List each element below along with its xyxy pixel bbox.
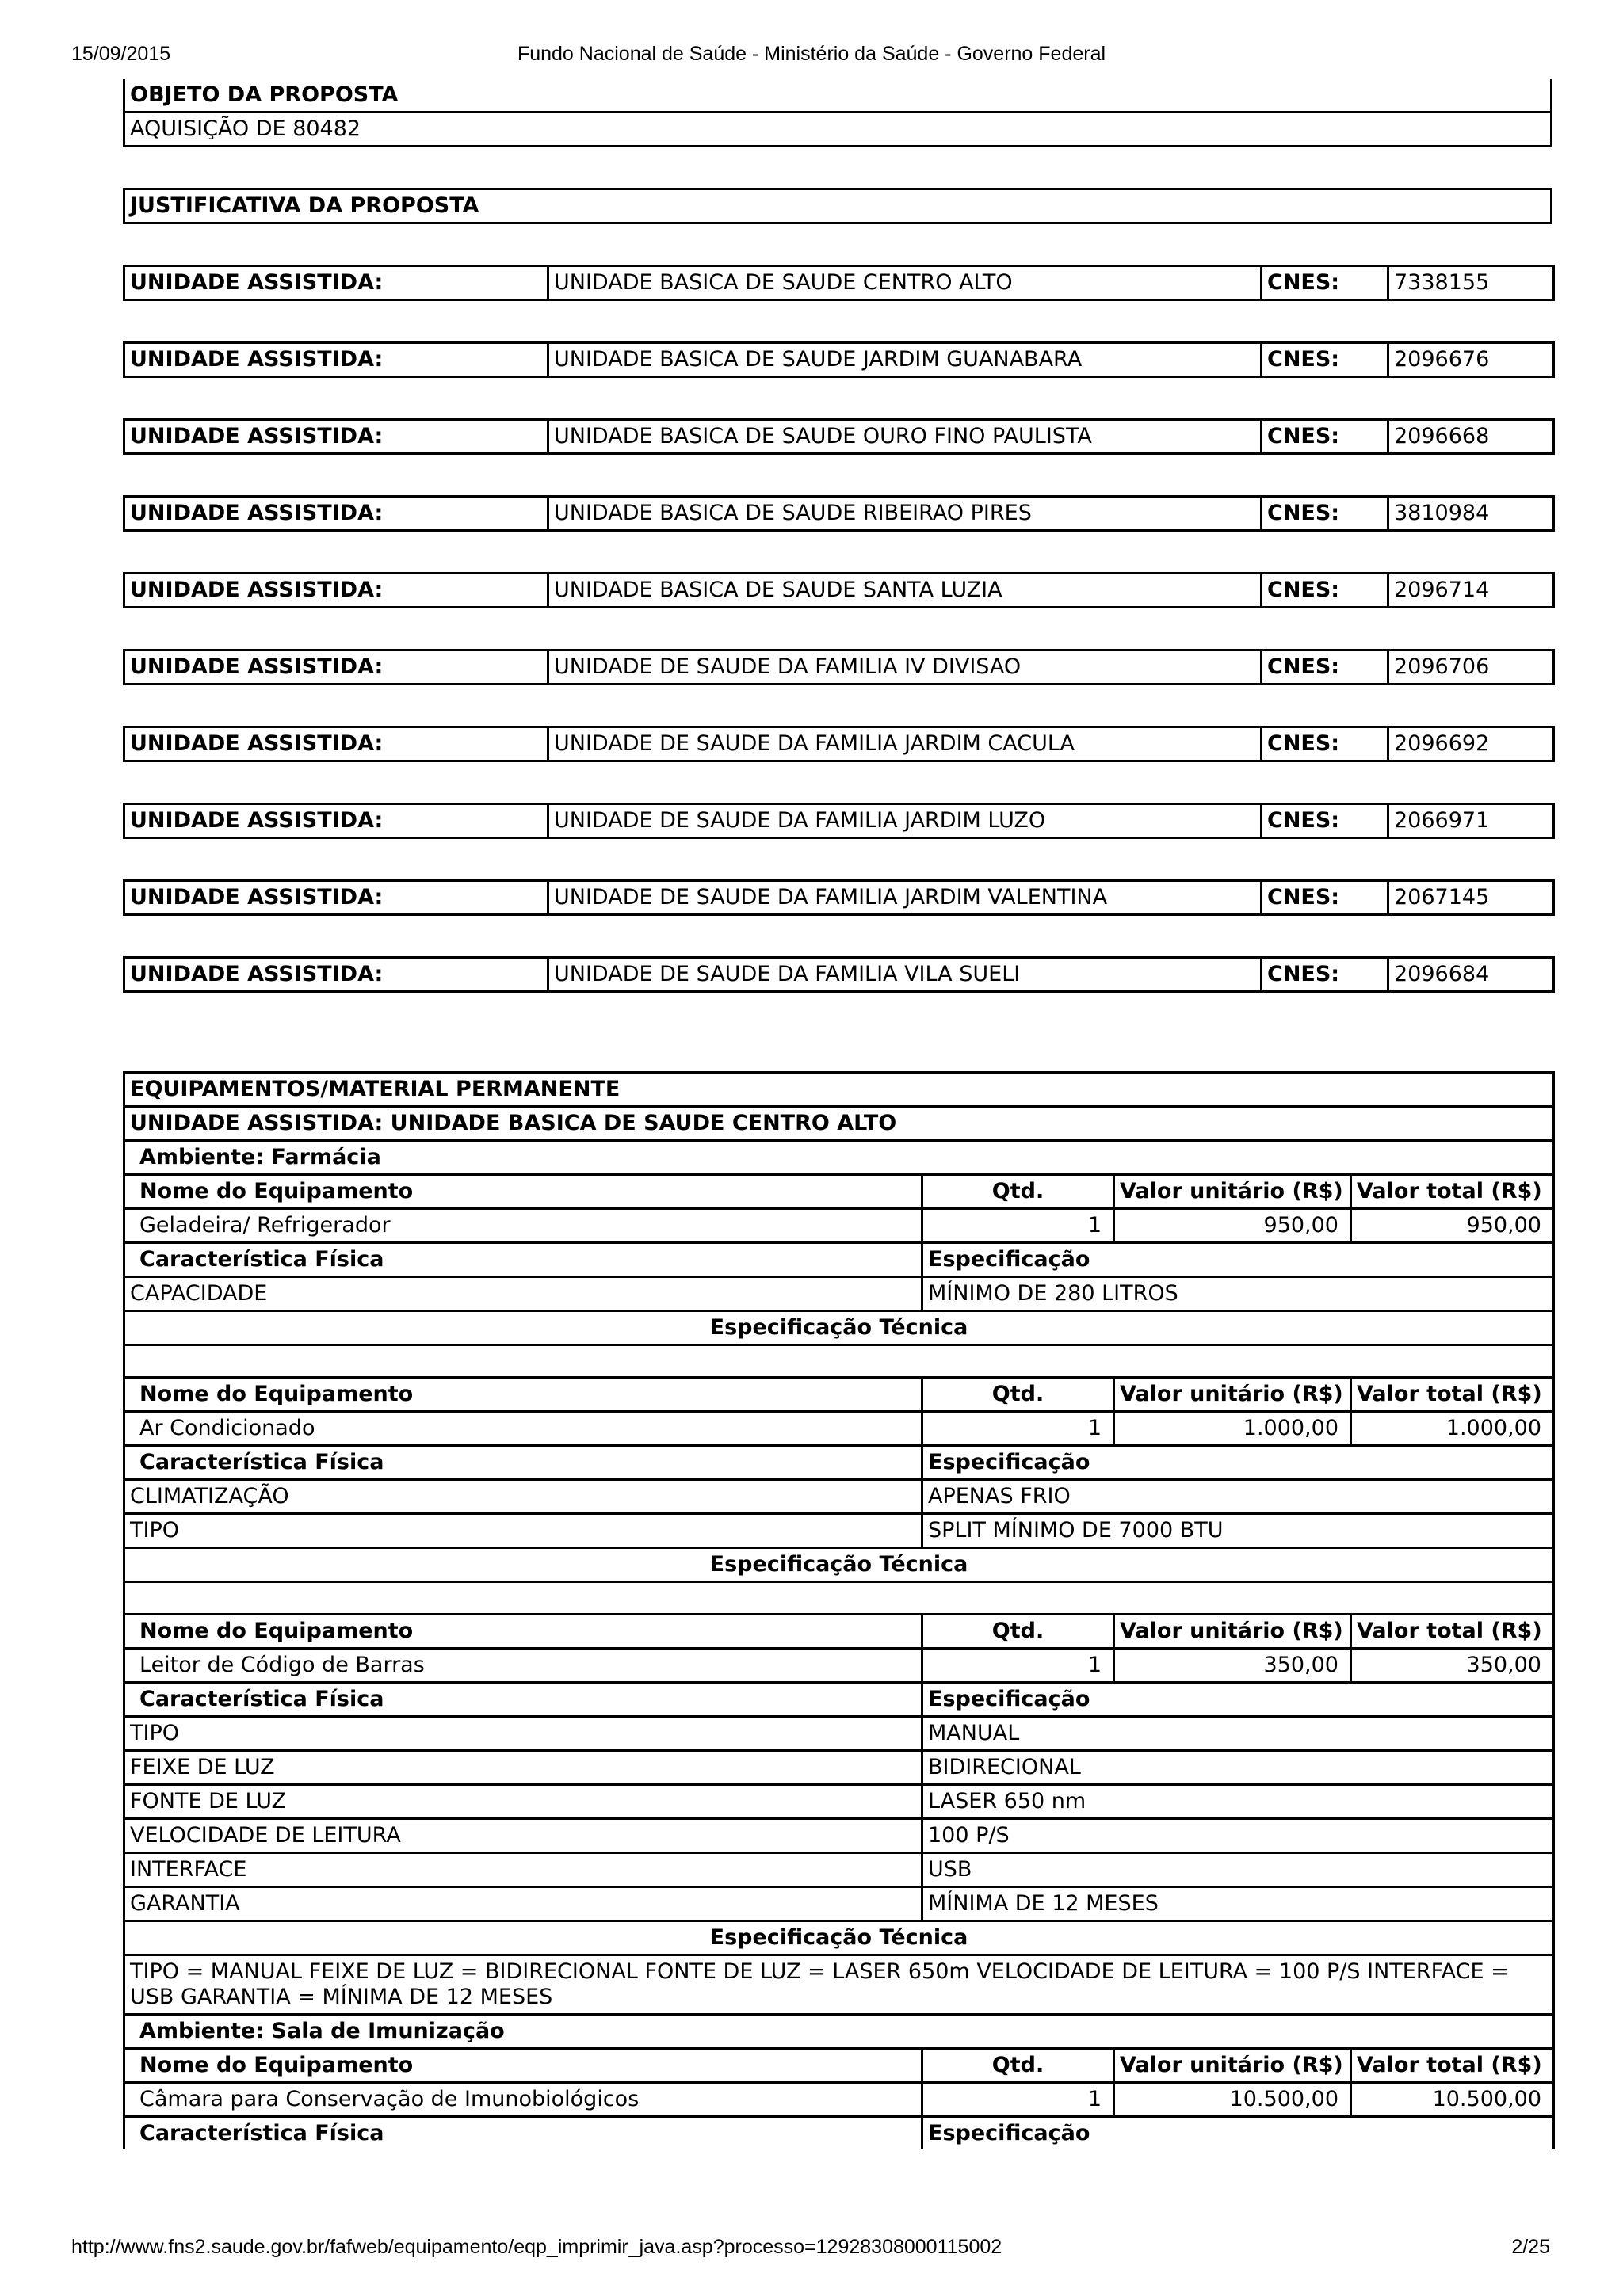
- col-unit-header: Valor unitário (R$): [1114, 2049, 1351, 2083]
- equip-header-row: [124, 1175, 1554, 1209]
- cnes-label: CNES:: [1262, 574, 1388, 608]
- col-total-header: Valor total (R$): [1351, 1378, 1554, 1412]
- cnes-value: 2066971: [1388, 804, 1554, 838]
- equip-unit-value: 1.000,00: [1114, 1412, 1351, 1446]
- cnes-label: CNES:: [1262, 650, 1388, 685]
- equip-header-row: [124, 1615, 1554, 1649]
- caract-row: [124, 1887, 1554, 1921]
- equip-unit-value: 350,00: [1114, 1649, 1351, 1683]
- equip-nome: Leitor de Código de Barras: [124, 1649, 922, 1683]
- equip-total-value: 350,00: [1351, 1649, 1554, 1683]
- tecnica-row: [124, 1955, 1554, 2015]
- col-qtd-header: Qtd.: [922, 1378, 1114, 1412]
- equip-unit-value: 10.500,00: [1114, 2083, 1351, 2117]
- equip-nome: Geladeira/ Refrigerador: [124, 1209, 922, 1243]
- unidade-row: [124, 650, 1554, 685]
- caract-header-row: [124, 1446, 1554, 1480]
- caract-key: FEIXE DE LUZ: [124, 1751, 922, 1785]
- caract-row: [124, 1717, 1554, 1751]
- footer-url: http://www.fns2.saude.gov.br/fafweb/equipamento/eqp_imprimir_java.asp?processo=12928308000115002: [71, 2236, 1002, 2258]
- unidade-label: UNIDADE ASSISTIDA:: [124, 958, 548, 992]
- cnes-label: CNES:: [1262, 958, 1388, 992]
- unidade-name: UNIDADE DE SAUDE DA FAMILIA JARDIM VALENTINA: [548, 881, 1262, 915]
- caract-value: MÍNIMA DE 12 MESES: [922, 1887, 1554, 1921]
- caract-header: Característica Física: [124, 1446, 922, 1480]
- equip-qtd: 1: [922, 2083, 1114, 2117]
- col-qtd-header: Qtd.: [922, 1175, 1114, 1209]
- espec-header: Especificação: [922, 1446, 1554, 1480]
- cnes-label: CNES:: [1262, 881, 1388, 915]
- justificativa-table: [123, 188, 1552, 224]
- caract-row: [124, 1480, 1554, 1514]
- equip-qtd: 1: [922, 1209, 1114, 1243]
- cnes-value: 3810984: [1388, 497, 1554, 531]
- unidade-row-table: [123, 572, 1555, 608]
- col-qtd-header: Qtd.: [922, 2049, 1114, 2083]
- caract-value: MANUAL: [922, 1717, 1554, 1751]
- cnes-value: 7338155: [1388, 266, 1554, 300]
- equipamentos-table: [123, 1071, 1555, 2149]
- caract-header-row: [124, 1683, 1554, 1717]
- unidade-label: UNIDADE ASSISTIDA:: [124, 574, 548, 608]
- col-total-header: Valor total (R$): [1351, 1175, 1554, 1209]
- tecnica-header: Especificação Técnica: [124, 1921, 1554, 1955]
- col-nome-header: Nome do Equipamento: [124, 1378, 922, 1412]
- col-qtd-header: Qtd.: [922, 1615, 1114, 1649]
- cnes-label: CNES:: [1262, 420, 1388, 454]
- tecnica-header-row: [124, 1311, 1554, 1345]
- cnes-label: CNES:: [1262, 266, 1388, 300]
- justificativa-label: JUSTIFICATIVA DA PROPOSTA: [124, 189, 1552, 223]
- unidade-row: [124, 343, 1554, 377]
- unidade-label: UNIDADE ASSISTIDA:: [124, 804, 548, 838]
- equip-total-value: 1.000,00: [1351, 1412, 1554, 1446]
- caract-row: [124, 1751, 1554, 1785]
- equip-title: EQUIPAMENTOS/MATERIAL PERMANENTE: [124, 1073, 1554, 1107]
- equip-item-row: [124, 2083, 1554, 2117]
- caract-key: CLIMATIZAÇÃO: [124, 1480, 922, 1514]
- caract-header: Característica Física: [124, 2117, 922, 2150]
- equip-item-row: [124, 1209, 1554, 1243]
- unidade-name: UNIDADE BASICA DE SAUDE SANTA LUZIA: [548, 574, 1262, 608]
- tecnica-text: TIPO = MANUAL FEIXE DE LUZ = BIDIRECIONAL FONTE DE LUZ = LASER 650m VELOCIDADE DE LEITURA = 100 P/S INTERFACE = USB GARANTIA = MÍNIMA DE 12 MESES: [124, 1955, 1554, 2015]
- unidade-label: UNIDADE ASSISTIDA:: [124, 650, 548, 685]
- espec-header: Especificação: [922, 2117, 1554, 2150]
- unidade-row-table: [123, 803, 1555, 839]
- cnes-value: 2096692: [1388, 727, 1554, 761]
- ambiente-row: [124, 2015, 1554, 2049]
- espec-header: Especificação: [922, 1683, 1554, 1717]
- unidade-row-table: [123, 726, 1555, 762]
- equip-qtd: 1: [922, 1412, 1114, 1446]
- equip-nome: Ar Condicionado: [124, 1412, 922, 1446]
- unidade-row-table: [123, 495, 1555, 532]
- equip-header-row: [124, 1378, 1554, 1412]
- unidade-row: [124, 266, 1554, 300]
- tecnica-text: [124, 1345, 1554, 1378]
- equip-unidade: UNIDADE ASSISTIDA: UNIDADE BASICA DE SAUDE CENTRO ALTO: [124, 1107, 1554, 1141]
- caract-value: USB: [922, 1853, 1554, 1887]
- caract-header-row: [124, 1243, 1554, 1277]
- caract-key: TIPO: [124, 1717, 922, 1751]
- unidade-name: UNIDADE DE SAUDE DA FAMILIA IV DIVISAO: [548, 650, 1262, 685]
- page-number: 2/25: [1511, 2236, 1550, 2258]
- caract-header: Característica Física: [124, 1243, 922, 1277]
- tecnica-header: Especificação Técnica: [124, 1311, 1554, 1345]
- cnes-label: CNES:: [1262, 804, 1388, 838]
- cnes-value: 2096706: [1388, 650, 1554, 685]
- unidade-label: UNIDADE ASSISTIDA:: [124, 497, 548, 531]
- col-unit-header: Valor unitário (R$): [1114, 1175, 1351, 1209]
- cnes-value: 2067145: [1388, 881, 1554, 915]
- col-unit-header: Valor unitário (R$): [1114, 1378, 1351, 1412]
- equip-qtd: 1: [922, 1649, 1114, 1683]
- unidade-row: [124, 497, 1554, 531]
- unidade-name: UNIDADE BASICA DE SAUDE JARDIM GUANABARA: [548, 343, 1262, 377]
- ambiente-label: Ambiente: Farmácia: [124, 1141, 1554, 1175]
- cnes-label: CNES:: [1262, 497, 1388, 531]
- tecnica-row: [124, 1345, 1554, 1378]
- unidade-row-table: [123, 341, 1555, 378]
- objeto-label: OBJETO DA PROPOSTA: [124, 79, 1552, 113]
- caract-value: MÍNIMO DE 280 LITROS: [922, 1277, 1554, 1311]
- ambiente-row: [124, 1141, 1554, 1175]
- equip-total-value: 10.500,00: [1351, 2083, 1554, 2117]
- unidade-row: [124, 958, 1554, 992]
- tecnica-header: Especificação Técnica: [124, 1548, 1554, 1582]
- caract-value: 100 P/S: [922, 1819, 1554, 1853]
- caract-value: BIDIRECIONAL: [922, 1751, 1554, 1785]
- equip-header-row: [124, 2049, 1554, 2083]
- objeto-value: AQUISIÇÃO DE 80482: [124, 113, 1552, 147]
- tecnica-header-row: [124, 1548, 1554, 1582]
- objeto-table: [123, 79, 1552, 147]
- unidade-row: [124, 804, 1554, 838]
- caract-key: GARANTIA: [124, 1887, 922, 1921]
- equip-item-row: [124, 1412, 1554, 1446]
- unidade-name: UNIDADE DE SAUDE DA FAMILIA JARDIM LUZO: [548, 804, 1262, 838]
- caract-header-row: [124, 2117, 1554, 2150]
- col-nome-header: Nome do Equipamento: [124, 1615, 922, 1649]
- tecnica-text: [124, 1582, 1554, 1615]
- col-total-header: Valor total (R$): [1351, 1615, 1554, 1649]
- unidade-name: UNIDADE DE SAUDE DA FAMILIA VILA SUELI: [548, 958, 1262, 992]
- caract-header: Característica Física: [124, 1683, 922, 1717]
- equip-unit-value: 950,00: [1114, 1209, 1351, 1243]
- caract-row: [124, 1853, 1554, 1887]
- unidade-label: UNIDADE ASSISTIDA:: [124, 727, 548, 761]
- caract-key: TIPO: [124, 1514, 922, 1548]
- cnes-value: 2096676: [1388, 343, 1554, 377]
- tecnica-row: [124, 1582, 1554, 1615]
- col-total-header: Valor total (R$): [1351, 2049, 1554, 2083]
- cnes-value: 2096714: [1388, 574, 1554, 608]
- col-nome-header: Nome do Equipamento: [124, 1175, 922, 1209]
- caract-value: LASER 650 nm: [922, 1785, 1554, 1819]
- unidade-label: UNIDADE ASSISTIDA:: [124, 420, 548, 454]
- unidade-name: UNIDADE BASICA DE SAUDE CENTRO ALTO: [548, 266, 1262, 300]
- unidade-row: [124, 881, 1554, 915]
- unidade-row: [124, 727, 1554, 761]
- caract-row: [124, 1277, 1554, 1311]
- col-nome-header: Nome do Equipamento: [124, 2049, 922, 2083]
- col-unit-header: Valor unitário (R$): [1114, 1615, 1351, 1649]
- unidade-row-table: [123, 265, 1555, 301]
- unidade-label: UNIDADE ASSISTIDA:: [124, 881, 548, 915]
- equip-title-row: [124, 1073, 1554, 1107]
- cnes-label: CNES:: [1262, 343, 1388, 377]
- unidade-name: UNIDADE BASICA DE SAUDE RIBEIRAO PIRES: [548, 497, 1262, 531]
- unidade-row-table: [123, 956, 1555, 993]
- ambiente-label: Ambiente: Sala de Imunização: [124, 2015, 1554, 2049]
- caract-row: [124, 1514, 1554, 1548]
- caract-key: CAPACIDADE: [124, 1277, 922, 1311]
- caract-key: VELOCIDADE DE LEITURA: [124, 1819, 922, 1853]
- unidade-row-table: [123, 879, 1555, 916]
- equip-nome: Câmara para Conservação de Imunobiológicos: [124, 2083, 922, 2117]
- caract-row: [124, 1819, 1554, 1853]
- cnes-label: CNES:: [1262, 727, 1388, 761]
- caract-value: APENAS FRIO: [922, 1480, 1554, 1514]
- unidade-name: UNIDADE BASICA DE SAUDE OURO FINO PAULISTA: [548, 420, 1262, 454]
- unidade-row-table: [123, 649, 1555, 685]
- espec-header: Especificação: [922, 1243, 1554, 1277]
- unidade-row: [124, 420, 1554, 454]
- print-header-title: Fundo Nacional de Saúde - Ministério da Saúde - Governo Federal: [517, 43, 1106, 65]
- tecnica-header-row: [124, 1921, 1554, 1955]
- unidade-name: UNIDADE DE SAUDE DA FAMILIA JARDIM CACULA: [548, 727, 1262, 761]
- caract-key: INTERFACE: [124, 1853, 922, 1887]
- unidade-row: [124, 574, 1554, 608]
- caract-value: SPLIT MÍNIMO DE 7000 BTU: [922, 1514, 1554, 1548]
- caract-row: [124, 1785, 1554, 1819]
- cnes-value: 2096668: [1388, 420, 1554, 454]
- unidade-row-table: [123, 418, 1555, 455]
- unidade-label: UNIDADE ASSISTIDA:: [124, 266, 548, 300]
- unidade-label: UNIDADE ASSISTIDA:: [124, 343, 548, 377]
- equip-unidade-row: [124, 1107, 1554, 1141]
- equip-total-value: 950,00: [1351, 1209, 1554, 1243]
- caract-key: FONTE DE LUZ: [124, 1785, 922, 1819]
- equip-item-row: [124, 1649, 1554, 1683]
- cnes-value: 2096684: [1388, 958, 1554, 992]
- print-date: 15/09/2015: [71, 43, 171, 65]
